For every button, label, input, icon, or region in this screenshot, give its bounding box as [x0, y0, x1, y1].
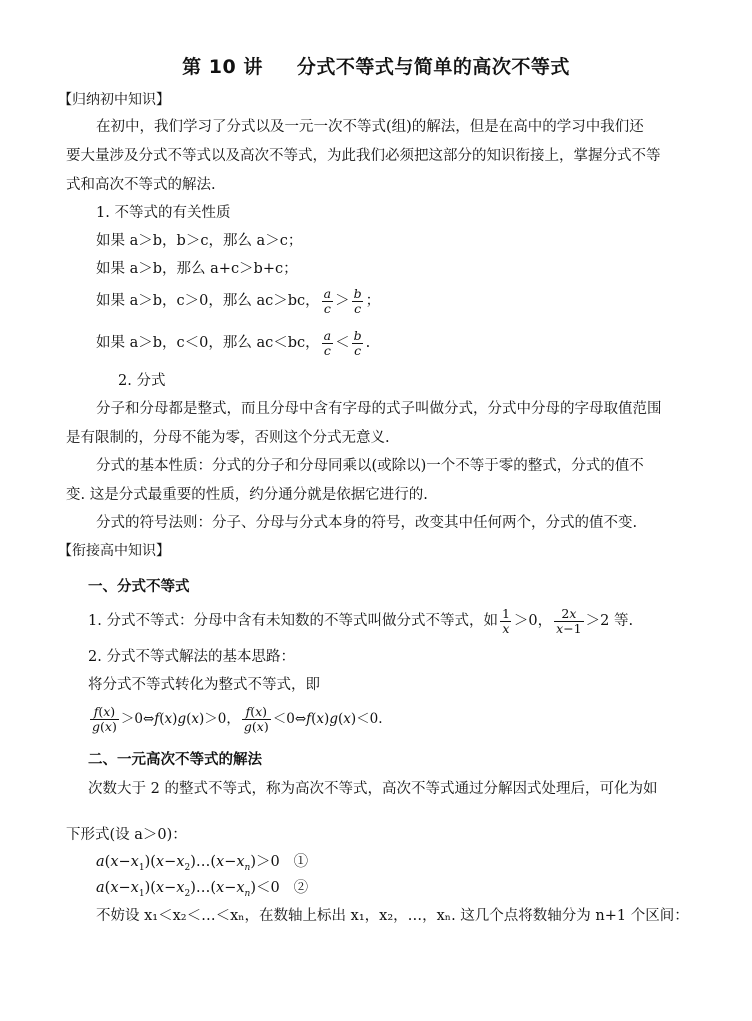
property-4: 如果 a＞b，c＜0，那么 ac＜bc， $\frac{a}{c}$ ＜ $\frac{b}{c}$ .	[96, 327, 371, 358]
fraction-sign-rule: 分式的符号法则：分子、分母与分式本身的符号，改变其中任何两个，分式的值不变.	[96, 515, 638, 531]
fraction-b-over-c-2: $\frac{b}{c}$	[353, 327, 362, 358]
fraction-definition-2: 是有限制的，分母不能为零，否则这个分式无意义.	[66, 430, 390, 446]
fraction-a-over-c: $\frac{a}{c}$	[323, 285, 332, 316]
fraction-b-over-c: $\frac{b}{c}$	[353, 285, 362, 316]
high-degree-line-2: 下形式(设 a＞0)：	[66, 827, 187, 843]
lecture-number: 第 10 讲	[182, 56, 263, 78]
idea-title: 2. 分式不等式解法的基本思路：	[88, 649, 295, 665]
high-degree-line-1: 次数大于 2 的整式不等式，称为高次不等式，高次不等式通过分解因式处理后，可化为如	[88, 781, 658, 797]
equivalence-formula: $\frac{f(x)}{g(x)}$ ＞0⇔f(x)g(x)＞0， $\frac{f(x)}{g(x)}$ ＜0⇔f(x)g(x)＜0.	[92, 704, 383, 734]
fraction-f-over-g-2: $\frac{f(x)}{g(x)}$	[243, 704, 269, 734]
inequality-form-1: $a(x-x_1)(x-x_2)\dots(x-x_n)>0$ ①	[96, 854, 309, 873]
intro-line-3: 式和高次不等式的解法.	[66, 177, 216, 193]
definition-tail: 等.	[613, 613, 634, 629]
interval-description: 不妨设 x₁＜x₂＜…＜xₙ，在数轴上标出 x₁，x₂，…，xₙ. 这几个点将数轴分为 n+1 个区间：	[96, 908, 689, 924]
lecture-topic: 分式不等式与简单的高次不等式	[296, 56, 570, 78]
idea-text: 将分式不等式转化为整式不等式，即	[88, 677, 320, 693]
definition-fraction-inequality: 1. 分式不等式：分母中含有未知数的不等式叫做分式不等式，如 $\frac{1}{x}$ ＞0， $\frac{2x}{x-1}$ ＞2 等.	[88, 605, 634, 636]
property-3: 如果 a＞b，c＞0，那么 ac＞bc， $\frac{a}{c}$ ＞ $\frac{b}{c}$ ；	[96, 285, 381, 316]
property-3-text: 如果 a＞b，c＞0，那么 ac＞bc，	[96, 293, 320, 309]
intro-line-1: 在初中，我们学习了分式以及一元一次不等式(组)的解法，但是在高中的学习中我们还	[96, 119, 644, 135]
section-label-junior: 【归纳初中知识】	[58, 92, 170, 108]
equation-mark-1: ①	[293, 854, 309, 870]
property-2: 如果 a＞b，那么 a+c＞b+c；	[96, 261, 298, 277]
fraction-a-over-c-2: $\frac{a}{c}$	[323, 327, 332, 358]
fraction-f-over-g: $\frac{f(x)}{g(x)}$	[92, 704, 117, 734]
intro-line-2: 要大量涉及分式不等式以及高次不等式，为此我们必须把这部分的知识衔接上，掌握分式不等	[66, 148, 661, 164]
fraction-property-1: 分式的基本性质：分式的分子和分母同乘以(或除以)一个不等于零的整式，分式的值不	[96, 458, 644, 474]
page-title	[0, 52, 752, 79]
section-label-senior: 【衔接高中知识】	[58, 543, 170, 559]
item2-title: 2. 分式	[118, 373, 166, 389]
property-4-text: 如果 a＞b，c＜0，那么 ac＜bc，	[96, 335, 320, 351]
item1-title: 1. 不等式的有关性质	[96, 205, 231, 221]
heading-high-degree: 二、一元高次不等式的解法	[88, 752, 262, 768]
equation-mark-2: ②	[293, 880, 309, 896]
example-fraction-1-over-x: $\frac{1}{x}$	[501, 605, 510, 636]
heading-fraction-inequality: 一、分式不等式	[88, 579, 190, 595]
property-1: 如果 a＞b，b＞c，那么 a＞c；	[96, 233, 303, 249]
example-fraction-2x-over-x-minus-1: $\frac{2x}{x-1}$	[556, 605, 582, 636]
inequality-form-2: $a(x-x_1)(x-x_2)\dots(x-x_n)<0$ ②	[96, 880, 309, 899]
fraction-definition-1: 分子和分母都是整式，而且分母中含有字母的式子叫做分式，分式中分母的字母取值范围	[96, 401, 662, 417]
fraction-property-2: 变. 这是分式最重要的性质，约分通分就是依据它进行的.	[66, 487, 428, 503]
definition-text: 1. 分式不等式：分母中含有未知数的不等式叫做分式不等式，如	[88, 613, 498, 629]
